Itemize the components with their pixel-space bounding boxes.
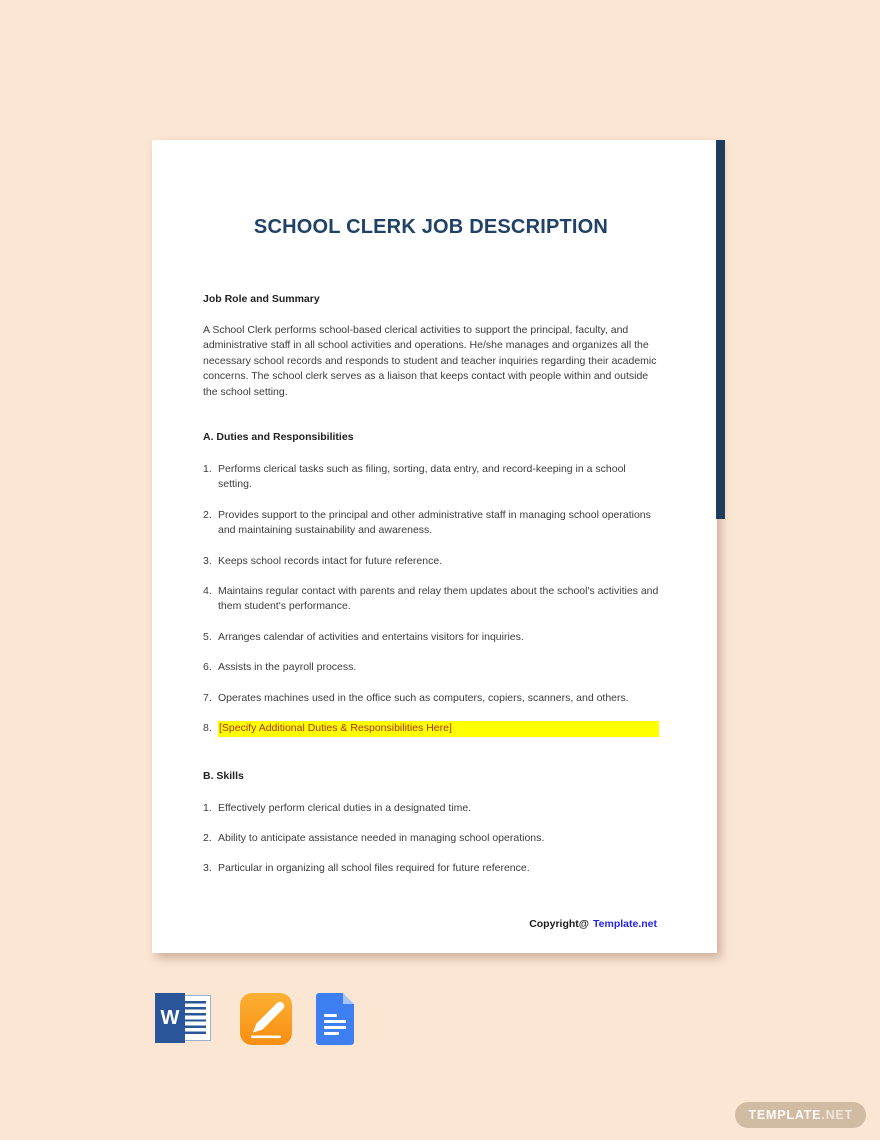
item-number: 2. (203, 831, 212, 844)
list-item (203, 861, 659, 876)
item-text: Effectively perform clerical duties in a designated time. (218, 801, 472, 814)
watermark-light-text: .NET (821, 1108, 853, 1122)
summary-paragraph: A School Clerk performs school-based clerical activities to support the principal, faculty, and administrative staff in all school activities and operations. He/she manages and organizes all the necessary school records and responds to student and teacher inquiries regarding their academic concerns. The school clerk serves as a liaison that keeps contact with people within and outside the school setting. (203, 324, 657, 398)
item-number: 3. (203, 862, 212, 875)
item-text: Performs clerical tasks such as filing, sorting, data entry, and record-keeping in a school setting. (218, 463, 626, 491)
document-page (152, 140, 717, 953)
item-number: 8. (203, 722, 212, 735)
item-text: Provides support to the principal and other administrative staff in managing school operations and maintaining sustainability and awareness. (218, 508, 651, 537)
list-item (203, 801, 659, 816)
item-text: Operates machines used in the office such as computers, copiers, scanners, and others. (218, 691, 629, 704)
list-item (203, 508, 659, 539)
docs-text-line (324, 1014, 337, 1017)
item-number: 6. (203, 661, 212, 674)
watermark-bold-text: TEMPLATE (748, 1108, 822, 1122)
accent-bar (716, 140, 725, 519)
item-number: 1. (203, 801, 212, 814)
item-text: Arranges calendar of activities and entertains visitors for inquiries. (218, 630, 524, 643)
item-number: 4. (203, 585, 212, 598)
duties-heading: A. Duties and Responsibilities (203, 431, 354, 444)
list-item (203, 630, 659, 645)
skills-heading: B. Skills (203, 769, 244, 782)
item-text: Ability to anticipate assistance needed in managing school operations. (218, 831, 545, 844)
apple-pages-icon[interactable] (240, 993, 292, 1045)
template-net-link[interactable]: Template.net (593, 917, 657, 930)
item-number: 2. (203, 508, 212, 521)
copyright-line (203, 917, 659, 932)
word-text-lines (183, 1001, 206, 1035)
item-number: 3. (203, 554, 212, 567)
docs-folded-corner (343, 993, 354, 1004)
item-text: Maintains regular contact with parents and relay them updates about the school's activities and them student's performance. (218, 585, 659, 613)
duties-list (203, 462, 659, 736)
document-content (152, 140, 717, 953)
docs-text-line (324, 1020, 346, 1023)
list-item (203, 554, 659, 569)
microsoft-word-icon[interactable] (155, 993, 213, 1043)
docs-text-line (324, 1032, 339, 1035)
item-text: Keeps school records intact for future reference. (218, 554, 443, 567)
list-item (203, 831, 659, 846)
word-letter-panel: W (155, 993, 185, 1043)
item-number: 5. (203, 630, 212, 643)
list-item (203, 691, 659, 706)
docs-text-line (324, 1026, 346, 1029)
summary-heading: Job Role and Summary (203, 293, 320, 305)
list-item (203, 584, 659, 615)
skills-list (203, 801, 659, 877)
pen-glyph (240, 993, 292, 1045)
template-net-watermark (735, 1102, 866, 1128)
page-title: SCHOOL CLERK JOB DESCRIPTION (253, 216, 609, 238)
list-item (203, 462, 659, 493)
copyright-text: Copyright@ (529, 917, 590, 930)
placeholder-highlight: [Specify Additional Duties & Responsibilities Here] (218, 721, 659, 736)
item-number: 7. (203, 691, 212, 704)
list-item (203, 721, 659, 736)
google-docs-icon[interactable] (316, 993, 354, 1045)
item-text: Assists in the payroll process. (218, 661, 357, 674)
item-text: Particular in organizing all school files required for future reference. (218, 862, 530, 875)
list-item (203, 660, 659, 675)
item-number: 1. (203, 463, 212, 476)
